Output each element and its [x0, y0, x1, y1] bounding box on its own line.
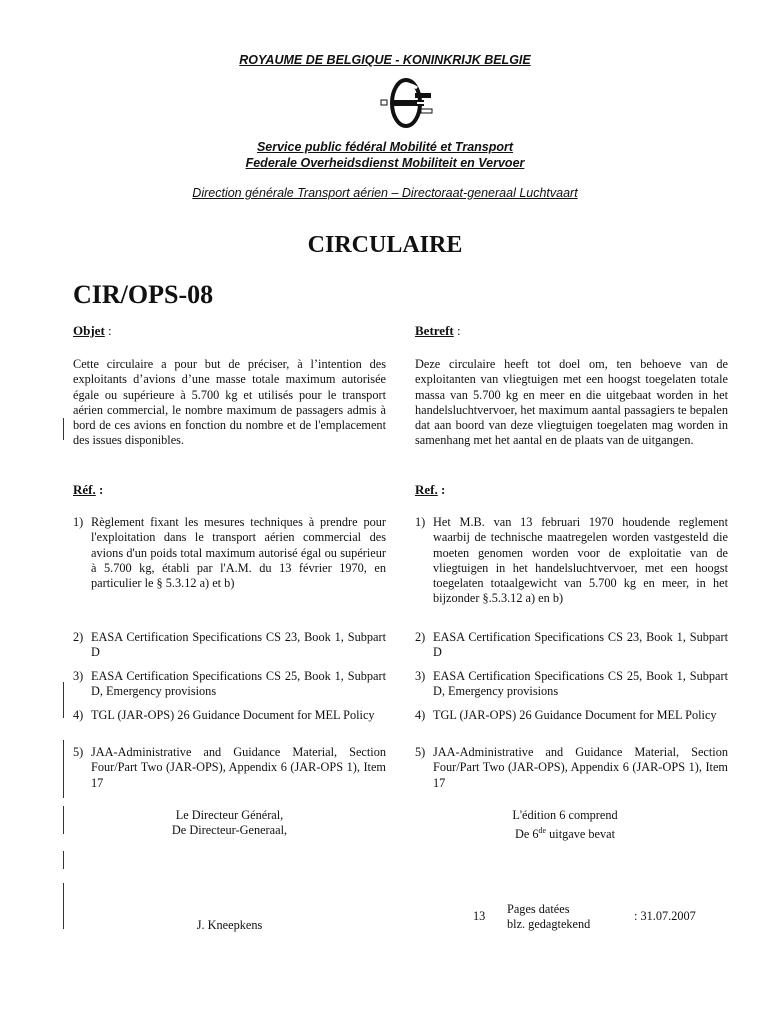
ref-item-text: Règlement fixant les mesures techniques à prendre pour l'exploitation dans le transport aérien commercial des avions d'un poids total maximum autorisé égal ou supérieur à 5.700 kg, établi par l'A.M. du 13 février 1970, en particulier le § 5.3.12 a) et b) [91, 515, 386, 591]
signatory-title-fr: Le Directeur Général, [175, 808, 284, 822]
ref-item-text: EASA Certification Specifications CS 23, Book 1, Subpart D [91, 630, 386, 660]
ref-item-number: 4) [73, 708, 84, 722]
revision-bar [63, 418, 64, 440]
ref-item-fr-1 [73, 515, 386, 591]
ref-item-fr-5 [73, 745, 386, 791]
ref-item-nl-1 [415, 515, 728, 607]
ref-item-number: 5) [415, 745, 426, 759]
ref-label-fr-colon: : [95, 482, 104, 497]
ref-item-nl-2 [415, 630, 728, 661]
page-count: 13 [473, 909, 486, 923]
service-name-nl: Federale Overheidsdienst Mobiliteit en Vervoer [245, 156, 525, 170]
revision-bar [63, 883, 64, 929]
revision-bar [63, 851, 64, 869]
object-label-fr [73, 323, 386, 338]
ref-item-text: EASA Certification Specifications CS 25, Book 1, Subpart D, Emergency provisions [433, 669, 728, 699]
ref-label-nl [415, 482, 728, 497]
ref-item-text: EASA Certification Specifications CS 23, Book 1, Subpart D [433, 630, 728, 660]
ref-item-number: 2) [415, 630, 426, 644]
ref-label-fr-text: Réf. [73, 482, 96, 497]
revision-bar [63, 740, 64, 798]
edition-date: : 31.07.2007 [634, 909, 696, 923]
signatory-title-nl: De Directeur-Generaal, [171, 823, 288, 837]
country-heading: ROYAUME DE BELGIQUE - KONINKRIJK BELGIE [239, 53, 531, 67]
document-title: CIRCULAIRE [307, 232, 463, 258]
edition-line-nl-pre: De 6 [514, 827, 539, 842]
revision-bar [63, 806, 64, 834]
ref-item-number: 2) [73, 630, 84, 644]
ref-item-number: 5) [73, 745, 84, 759]
object-label-nl [415, 323, 728, 338]
object-label-nl-text: Betreft [415, 323, 454, 338]
ref-item-nl-3 [415, 669, 728, 700]
ref-label-nl-text: Ref. [415, 482, 438, 497]
ref-item-text: JAA-Administrative and Guidance Material, Section Four/Part Two (JAR-OPS), Appendix 6 (JAR-OPS 1), Item 17 [433, 745, 728, 790]
ref-item-number: 1) [73, 515, 84, 529]
revision-bar [63, 682, 64, 718]
ref-item-fr-3 [73, 669, 386, 700]
object-text-fr: Cette circulaire a pour but de préciser, à l’intention des exploitants d’avions d’une masse totale maximum autorisée égale ou supérieure à 5.700 kg et utilisés pour le transport aérien commercial, le nombre maximum de passagers admis à bord de ces avions en fonction du nombre et de l'emplacement des issues disponibles. [73, 357, 386, 448]
ref-item-fr-2 [73, 630, 386, 661]
pages-dated-label-fr: Pages datées [507, 902, 570, 916]
ref-item-number: 4) [415, 708, 426, 722]
object-label-fr-colon: : [104, 323, 112, 338]
edition-line-nl-sup: de [538, 826, 547, 835]
ref-label-nl-colon: : [437, 482, 446, 497]
object-label-nl-colon: : [453, 323, 461, 338]
ref-item-text: JAA-Administrative and Guidance Material, Section Four/Part Two (JAR-OPS), Appendix 6 (JAR-OPS 1), Item 17 [91, 745, 386, 790]
direction-line: Direction générale Transport aérien – Directoraat-generaal Luchtvaart [192, 186, 578, 200]
ref-item-text: Het M.B. van 13 februari 1970 houdende reglement waarbij de technische maatregelen worden vastgesteld die moeten genomen worden voor de exploitatie van de vliegtuigen in het handelsluchtvervoer, met een hoogst toegelaten totaalgewicht van 5.700 kg en meer, in het bijzonder §.5.3.12 a) en b) [433, 515, 728, 606]
belgian-mobility-e-logo-icon [377, 76, 435, 130]
circular-reference-code: CIR/OPS-08 [73, 280, 214, 309]
edition-line-nl-post: uitgave bevat [546, 827, 616, 842]
ref-item-number: 3) [415, 669, 426, 683]
ref-item-text: TGL (JAR-OPS) 26 Guidance Document for MEL Policy [91, 708, 375, 722]
ref-item-text: EASA Certification Specifications CS 25, Book 1, Subpart D, Emergency provisions [91, 669, 386, 699]
pages-dated-label-nl: blz. gedagtekend [507, 917, 591, 931]
signatory-name: J. Kneepkens [196, 918, 263, 932]
ref-item-text: TGL (JAR-OPS) 26 Guidance Document for MEL Policy [433, 708, 717, 722]
edition-line-nl [415, 823, 715, 842]
object-label-fr-text: Objet [73, 323, 105, 338]
ref-item-number: 3) [73, 669, 84, 683]
ref-item-number: 1) [415, 515, 426, 529]
ref-item-nl-5 [415, 745, 728, 791]
ref-item-fr-4 [73, 708, 386, 723]
service-name-fr: Service public fédéral Mobilité et Transport [256, 140, 514, 154]
object-text-nl: Deze circulaire heeft tot doel om, ten behoeve van de exploitanten van vliegtuigen met een hoogst toegelaten totale massa van 5.700 kg en meer en die uitgebaat worden in het handelsluchtvervoer, het maximum aantal passagiers te bepalen dat aan boord van deze vliegtuigen toegelaten mag worden in samenhang met het aantal en de plaats van de uitgangen. [415, 357, 728, 448]
ref-label-fr [73, 482, 386, 497]
ref-item-nl-4 [415, 708, 728, 723]
edition-line-fr: L'édition 6 comprend [512, 808, 618, 822]
